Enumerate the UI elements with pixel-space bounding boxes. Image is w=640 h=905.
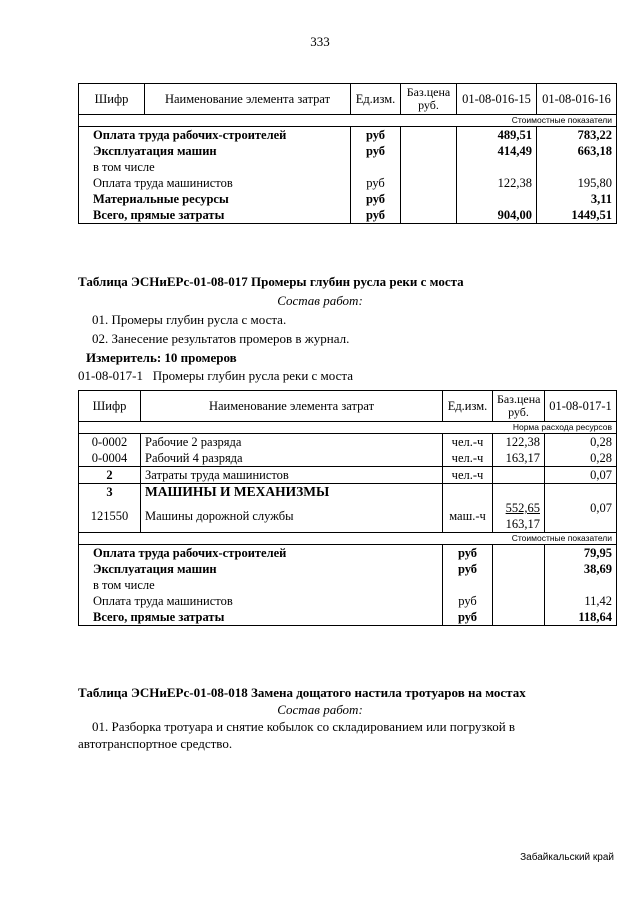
work-composition-heading: Состав работ: [277, 293, 363, 308]
row-unit: руб [351, 143, 401, 159]
row-unit: руб [351, 191, 401, 207]
row-name: Материальные ресурсы [79, 191, 351, 207]
row-name: в том числе [79, 577, 443, 593]
table-row [79, 143, 617, 159]
row-code: 0-0004 [79, 450, 141, 467]
section-label: Стоимостные показатели [79, 115, 617, 127]
row-value: 38,69 [545, 561, 617, 577]
row-base-price: 163,17 [493, 450, 545, 467]
row-value: 0,28 [545, 450, 617, 467]
row-name: Эксплуатация машин [79, 561, 443, 577]
row-value-16: 195,80 [537, 175, 617, 191]
table-row [79, 159, 617, 175]
row-unit: чел.-ч [443, 467, 493, 484]
row-base-price [493, 593, 545, 609]
work-composition-heading-018: Состав работ: [277, 702, 363, 717]
row-unit [443, 484, 493, 501]
table-row [79, 593, 617, 609]
row-unit: чел.-ч [443, 450, 493, 467]
code-line: 01-08-017-1 Промеры глубин русла реки с моста [78, 368, 353, 383]
meter-line: Измеритель: 10 промеров [86, 350, 237, 365]
row-value-15 [457, 159, 537, 175]
norm-label: Норма расхода ресурсов [79, 422, 617, 434]
row-base-price [401, 191, 457, 207]
row-name: Рабочий 4 разряда [141, 450, 443, 467]
row-code: 121550 [79, 500, 141, 533]
row-name: Всего, прямые затраты [79, 609, 443, 626]
work-item-2: 02. Занесение результатов промеров в журнал. [92, 331, 350, 346]
row-value-15: 122,38 [457, 175, 537, 191]
row-name: Оплата труда рабочих-строителей [79, 127, 351, 144]
row-unit: руб [443, 561, 493, 577]
table-row [79, 467, 617, 484]
row-value: 79,95 [545, 545, 617, 562]
row-unit: руб [351, 175, 401, 191]
row-name: МАШИНЫ И МЕХАНИЗМЫ [141, 484, 443, 501]
table-row [79, 207, 617, 224]
row-value-15: 414,49 [457, 143, 537, 159]
row-value-16: 663,18 [537, 143, 617, 159]
row-base-price [401, 207, 457, 224]
row-value-15: 904,00 [457, 207, 537, 224]
row-name: Эксплуатация машин [79, 143, 351, 159]
table-row [79, 577, 617, 593]
header-name: Наименование элемента затрат [141, 391, 443, 422]
row-value [545, 484, 617, 501]
norm-label-row [79, 422, 617, 434]
base-price-top: 552,65 [505, 501, 540, 515]
row-unit: руб [443, 609, 493, 626]
row-base-price [401, 175, 457, 191]
row-value-16: 1449,51 [537, 207, 617, 224]
row-unit: руб [351, 127, 401, 144]
row-unit [443, 577, 493, 593]
table-row [79, 500, 617, 533]
row-name: в том числе [79, 159, 351, 175]
row-value-16: 783,22 [537, 127, 617, 144]
row-value-16: 3,11 [537, 191, 617, 207]
section-label-row [79, 533, 617, 545]
table-title-018: Таблица ЭСНиЕРс-01-08-018 Замена дощатого настила тротуаров на мостах [78, 685, 526, 700]
table-row [79, 545, 617, 562]
resource-table-01-08-017 [78, 390, 617, 626]
table-row [79, 561, 617, 577]
row-code: 0-0002 [79, 434, 141, 451]
row-name: Машины дорожной службы [141, 500, 443, 533]
page-number: 333 [310, 34, 330, 49]
header-base-price: Баз.цена руб. [401, 84, 457, 115]
table-header-row [79, 391, 617, 422]
table-row [79, 434, 617, 451]
row-name: Всего, прямые затраты [79, 207, 351, 224]
table-title-017: Таблица ЭСНиЕРс-01-08-017 Промеры глубин русла реки с моста [78, 274, 464, 289]
row-base-price [493, 577, 545, 593]
header-col-15: 01-08-016-15 [457, 84, 537, 115]
row-value-15 [457, 191, 537, 207]
row-value: 11,42 [545, 593, 617, 609]
row-base-price [493, 609, 545, 626]
row-value [545, 577, 617, 593]
row-name: Оплата труда машинистов [79, 175, 351, 191]
row-name: Рабочие 2 разряда [141, 434, 443, 451]
work-item-018-line1: 01. Разборка тротуара и снятие кобылок со складированием или погрузкой в [92, 719, 516, 734]
work-item-1: 01. Промеры глубин русла с моста. [92, 312, 287, 327]
row-base-price [493, 561, 545, 577]
row-base-price [493, 484, 545, 501]
cost-table-01-08-016 [78, 83, 617, 224]
row-unit: руб [443, 545, 493, 562]
row-unit: руб [351, 207, 401, 224]
row-base-price: 122,38 [493, 434, 545, 451]
row-value: 0,07 [545, 467, 617, 484]
row-unit [351, 159, 401, 175]
row-code: 3 [79, 484, 141, 501]
row-base-price [401, 143, 457, 159]
section-label-row [79, 115, 617, 127]
row-code: 2 [79, 467, 141, 484]
table-row [79, 450, 617, 467]
table-row [79, 127, 617, 144]
row-base-price [401, 159, 457, 175]
header-unit: Ед.изм. [443, 391, 493, 422]
header-col-017-1: 01-08-017-1 [545, 391, 617, 422]
row-name: Оплата труда рабочих-строителей [79, 545, 443, 562]
row-name: Затраты труда машинистов [141, 467, 443, 484]
row-name: Оплата труда машинистов [79, 593, 443, 609]
row-unit: руб [443, 593, 493, 609]
table-row [79, 484, 617, 501]
header-code: Шифр [79, 391, 141, 422]
base-price-bottom: 163,17 [505, 517, 540, 531]
header-unit: Ед.изм. [351, 84, 401, 115]
row-base-price [401, 127, 457, 144]
table-row [79, 609, 617, 626]
work-item-018-line2: автотранспортное средство. [78, 736, 233, 751]
header-code: Шифр [79, 84, 145, 115]
header-base-price: Баз.цена руб. [493, 391, 545, 422]
row-base-price [493, 500, 545, 533]
row-value-15: 489,51 [457, 127, 537, 144]
header-name: Наименование элемента затрат [145, 84, 351, 115]
table-header-row [79, 84, 617, 115]
footer-region: Забайкальский край [520, 852, 614, 863]
row-base-price [493, 467, 545, 484]
row-value: 0,07 [545, 500, 617, 533]
header-col-16: 01-08-016-16 [537, 84, 617, 115]
row-unit: чел.-ч [443, 434, 493, 451]
table-row [79, 175, 617, 191]
row-value-16 [537, 159, 617, 175]
section-label: Стоимостные показатели [79, 533, 617, 545]
row-value: 118,64 [545, 609, 617, 626]
row-unit: маш.-ч [443, 500, 493, 533]
row-value: 0,28 [545, 434, 617, 451]
table-row [79, 191, 617, 207]
row-base-price [493, 545, 545, 562]
